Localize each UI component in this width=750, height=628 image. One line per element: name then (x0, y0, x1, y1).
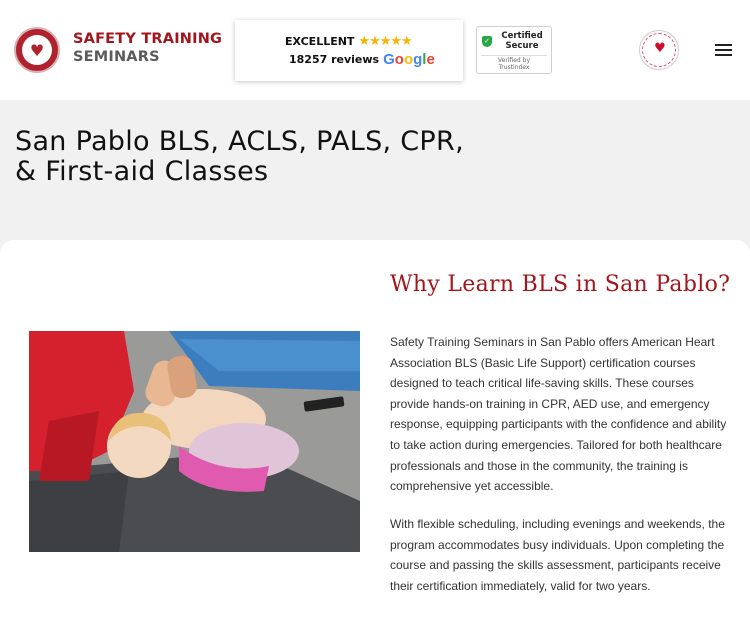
page-title (15, 127, 535, 187)
cpr-manikin-illustration (29, 331, 360, 552)
google-logo: Google (383, 51, 435, 68)
page-title-line2: & First-aid Classes (15, 156, 269, 187)
review-count-row (289, 51, 435, 68)
section-heading: Why Learn BLS in San Pablo? (390, 272, 731, 297)
rating-row (285, 34, 412, 49)
google-reviews-widget[interactable] (235, 20, 463, 81)
aha-authorized-training-center-icon[interactable] (639, 30, 679, 70)
divider (481, 55, 547, 56)
cpr-training-photo (29, 331, 360, 552)
certified-secure-badge[interactable] (476, 26, 552, 74)
review-count: 18257 reviews (289, 53, 380, 66)
hamburger-menu-icon[interactable] (715, 44, 732, 56)
brand-name-line2[interactable]: SEMINARS (73, 49, 160, 65)
aha-heart-icon: ♥ (654, 41, 666, 56)
secure-title-line2: Secure (505, 41, 539, 51)
secure-title-line1: Certified (501, 31, 543, 41)
secure-badge-title (495, 31, 549, 51)
verified-line1: Verified by (497, 57, 530, 64)
heart-icon: ♥ (22, 35, 52, 65)
site-header (0, 0, 750, 100)
site-logo[interactable] (14, 27, 60, 73)
page-title-line1: San Pablo BLS, ACLS, PALS, CPR, (15, 126, 464, 157)
section-paragraph-2: With flexible scheduling, including evenings and weekends, the program accommodates busy individuals. Upon completing the course and passing the skills assessment, participants receive their certification immediately, valid for two years. (390, 517, 725, 593)
rating-label: EXCELLENT (285, 35, 355, 48)
section-paragraph-1: Safety Training Seminars in San Pablo offers American Heart Association BLS (Basic Life Support) certification courses designed to teach critical life-saving skills. These courses provide hands-on training in CPR, AED use, and emergency response, equipping participants with the confidence and ability to take action during emergencies. Tailored for both healthcare professionals and those in the community, the training is comprehensive yet accessible. (390, 335, 727, 494)
brand-name-line1[interactable]: SAFETY TRAINING (73, 31, 223, 47)
verified-by-text (481, 57, 547, 71)
star-rating-icon: ★★★★★ (358, 34, 412, 49)
shield-check-icon: ✓ (482, 36, 492, 47)
verified-line2: Trustindex (498, 64, 530, 71)
